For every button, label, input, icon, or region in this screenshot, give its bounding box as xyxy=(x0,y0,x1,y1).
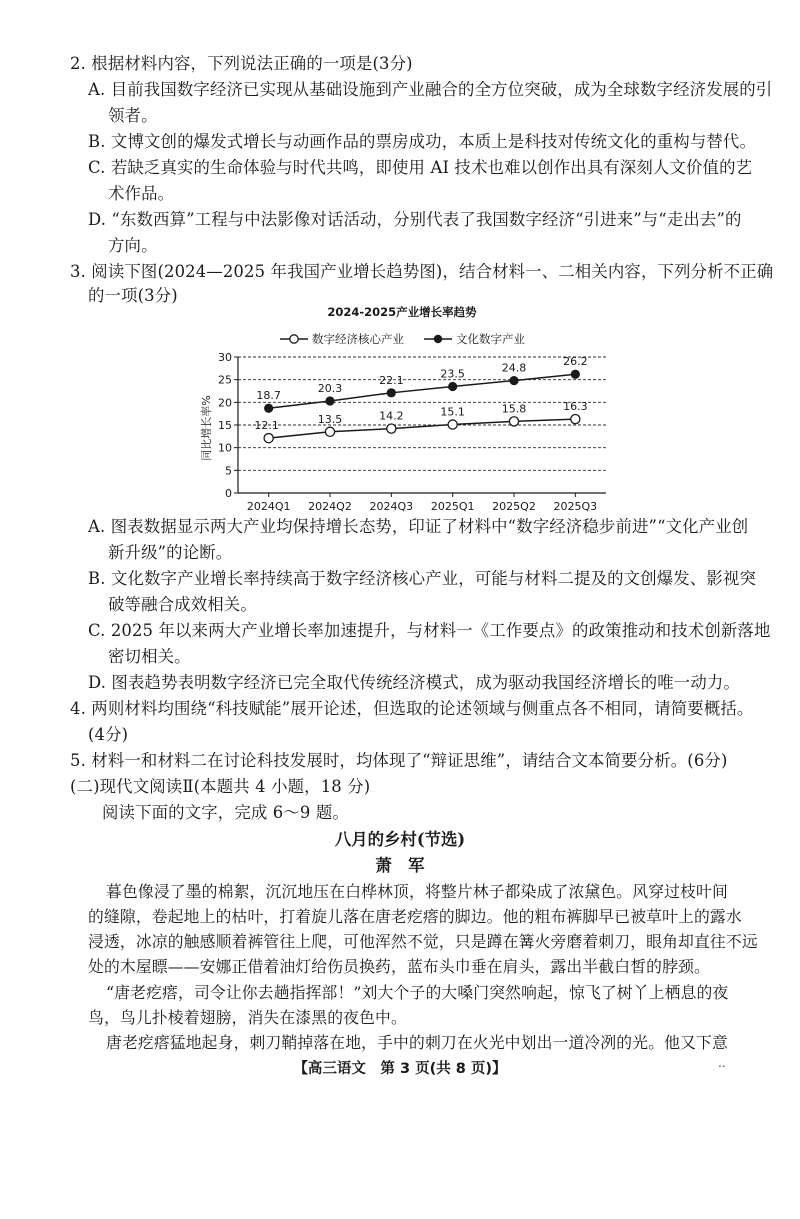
series-0-point-4 xyxy=(509,417,518,426)
chart-legend xyxy=(280,332,525,346)
section-heading: (二)现代文阅读Ⅱ(本题共 4 小题，18 分) xyxy=(70,777,371,796)
q4-stem: 4. 两则材料均围绕“科技赋能”展开论述，但选取的论述领域与侧重点各不相同，请简要概括。 xyxy=(70,699,754,718)
series-line-0 xyxy=(269,419,576,438)
page-footer: 【高三语文 第 3 页(共 8 页)】 xyxy=(293,1061,507,1077)
q4-stem-cont: (4分) xyxy=(88,725,129,744)
y-tick-label-5: 5 xyxy=(225,464,232,478)
q3-option-c-cont: 密切相关。 xyxy=(108,647,191,666)
y-tick-label-10: 10 xyxy=(218,441,232,455)
y-tick-label-0: 0 xyxy=(225,487,232,500)
series-1-data-label-4: 24.8 xyxy=(501,361,527,375)
legend-label-core: 数字经济核心产业 xyxy=(312,332,404,346)
x-tick-label-2024Q2: 2024Q2 xyxy=(308,500,352,513)
q3-option-d: D. 图表趋势表明数字经济已完全取代传统经济模式，成为驱动我国经济增长的唯一动力。 xyxy=(88,673,740,692)
chart-svg xyxy=(196,300,616,520)
q3-stem-cont: 的一项(3分) xyxy=(88,286,178,305)
series-0-point-1 xyxy=(325,427,334,436)
x-tick-label-2024Q1: 2024Q1 xyxy=(246,500,291,513)
q2-option-c: C. 若缺乏真实的生命体验与时代共鸣，即使用 AI 技术也难以创作出具有深刻人文价值的艺 xyxy=(88,158,753,177)
q3-option-b: B. 文化数字产业增长率持续高于数字经济核心产业，可能与材料二提及的文创爆发、影视突 xyxy=(88,569,756,588)
series-1-data-label-2: 22.1 xyxy=(379,373,404,387)
q2-option-a-cont: 领者。 xyxy=(108,106,158,125)
q3-stem: 3. 阅读下图(2024—2025 年我国产业增长趋势图)，结合材料一、二相关内容，下列分析不正确 xyxy=(70,262,774,281)
series-0-data-label-1: 13.5 xyxy=(317,412,343,426)
series-0-point-2 xyxy=(387,424,396,433)
passage-p1-line3: 浸透，冰凉的触感顺着裤管往上爬，可他浑然不觉，只是蹲在篝火旁磨着刺刀，眼角却直往不远 xyxy=(88,932,758,951)
q3-option-b-cont: 破等融合成效相关。 xyxy=(108,595,257,614)
x-tick-label-2025Q1: 2025Q1 xyxy=(430,500,475,513)
chart-plot-area xyxy=(218,351,606,513)
q2-option-a: A. 目前我国数字经济已实现从基础设施到产业融合的全方位突破，成为全球数字经济发展的引 xyxy=(88,80,773,99)
series-0-data-label-0: 12.1 xyxy=(254,419,279,433)
series-0-data-label-2: 14.2 xyxy=(379,409,404,423)
series-0-point-3 xyxy=(448,420,457,429)
q5-stem: 5. 材料一和材料二在讨论科技发展时，均体现了“辩证思维”，请结合文本简要分析。(6分) xyxy=(70,751,728,770)
passage-p1-line2: 的缝隙，卷起地上的枯叶，打着旋儿落在唐老疙瘩的脚边。他的粗布裤脚早已被草叶上的露水 xyxy=(88,907,742,926)
growth-trend-chart xyxy=(196,300,616,520)
q2-option-d-cont: 方向。 xyxy=(108,236,158,255)
q3-option-a-cont: 新升级”的论断。 xyxy=(108,543,233,562)
q2-stem: 2. 根据材料内容，下列说法正确的一项是(3分) xyxy=(70,54,413,73)
passage-p3-line1: 唐老疙瘩猛地起身，刺刀鞘掉落在地，手中的刺刀在火光中划出一道冷冽的光。他又下意 xyxy=(106,1033,728,1052)
series-0-data-label-4: 15.8 xyxy=(501,402,527,416)
q3-option-a: A. 图表数据显示两大产业均保持增长态势，印证了材料中“数字经济稳步前进”“文化产业创 xyxy=(88,517,749,536)
x-tick-label-2025Q2: 2025Q2 xyxy=(492,500,536,513)
q3-option-c: C. 2025 年以来两大产业增长率加速提升，与材料一《工作要点》的政策推动和技术创新落地 xyxy=(88,621,771,640)
series-0-data-label-3: 15.1 xyxy=(440,405,465,419)
passage-p1-line4: 处的木屋瞟——安娜正借着油灯给伤员换药，蓝布头巾垂在肩头，露出半截白皙的脖颈。 xyxy=(88,957,710,976)
passage-p2-line2: 鸟，鸟儿扑棱着翅膀，消失在漆黑的夜色中。 xyxy=(88,1008,407,1027)
x-tick-label-2025Q3: 2025Q3 xyxy=(553,500,598,513)
passage-p1-line1: 暮色像浸了墨的棉絮，沉沉地压在白桦林顶，将整片林子都染成了浓黛色。风穿过枝叶间 xyxy=(106,882,728,901)
y-tick-label-20: 20 xyxy=(218,396,232,410)
series-0-point-0 xyxy=(264,434,273,443)
passage-p2-line1: “唐老疙瘩，司令让你去趟指挥部！”刘大个子的大嗓门突然响起，惊飞了树丫上栖息的夜 xyxy=(106,983,729,1002)
legend-label-culture: 文化数字产业 xyxy=(456,332,525,346)
legend-marker-culture xyxy=(434,335,442,343)
section-instruction: 阅读下面的文字，完成 6～9 题。 xyxy=(102,803,349,822)
legend-marker-core xyxy=(290,335,298,343)
series-1-data-label-3: 23.5 xyxy=(440,367,465,381)
footer-mark: .. xyxy=(718,1056,726,1070)
series-1-point-5 xyxy=(571,370,580,379)
series-0-point-5 xyxy=(571,415,580,424)
series-1-data-label-5: 26.2 xyxy=(563,355,588,369)
series-1-point-4 xyxy=(509,376,518,385)
y-tick-label-15: 15 xyxy=(218,419,232,432)
series-0-data-label-5: 16.3 xyxy=(563,400,588,414)
series-1-point-0 xyxy=(264,404,273,413)
series-1-point-1 xyxy=(325,396,334,405)
passage-author: 萧 军 xyxy=(375,856,425,875)
series-1-data-label-1: 20.3 xyxy=(317,381,343,395)
x-tick-label-2024Q3: 2024Q3 xyxy=(369,500,414,513)
series-1-point-2 xyxy=(387,388,396,397)
series-1-data-label-0: 18.7 xyxy=(256,389,281,403)
passage-title: 八月的乡村(节选) xyxy=(334,830,466,849)
y-axis-title: 同比增长率% xyxy=(200,395,213,461)
y-tick-label-30: 30 xyxy=(218,351,232,364)
y-tick-label-25: 25 xyxy=(218,373,232,387)
q2-option-d: D. “东数西算”工程与中法影像对话活动，分别代表了我国数字经济“引进来”与“走出去”的 xyxy=(88,210,742,229)
q2-option-c-cont: 术作品。 xyxy=(108,184,175,203)
chart-title: 2024-2025产业增长率趋势 xyxy=(327,305,477,319)
series-1-point-3 xyxy=(448,382,457,391)
q2-option-b: B. 文博文创的爆发式增长与动画作品的票房成功，本质上是科技对传统文化的重构与替代。 xyxy=(88,132,756,151)
